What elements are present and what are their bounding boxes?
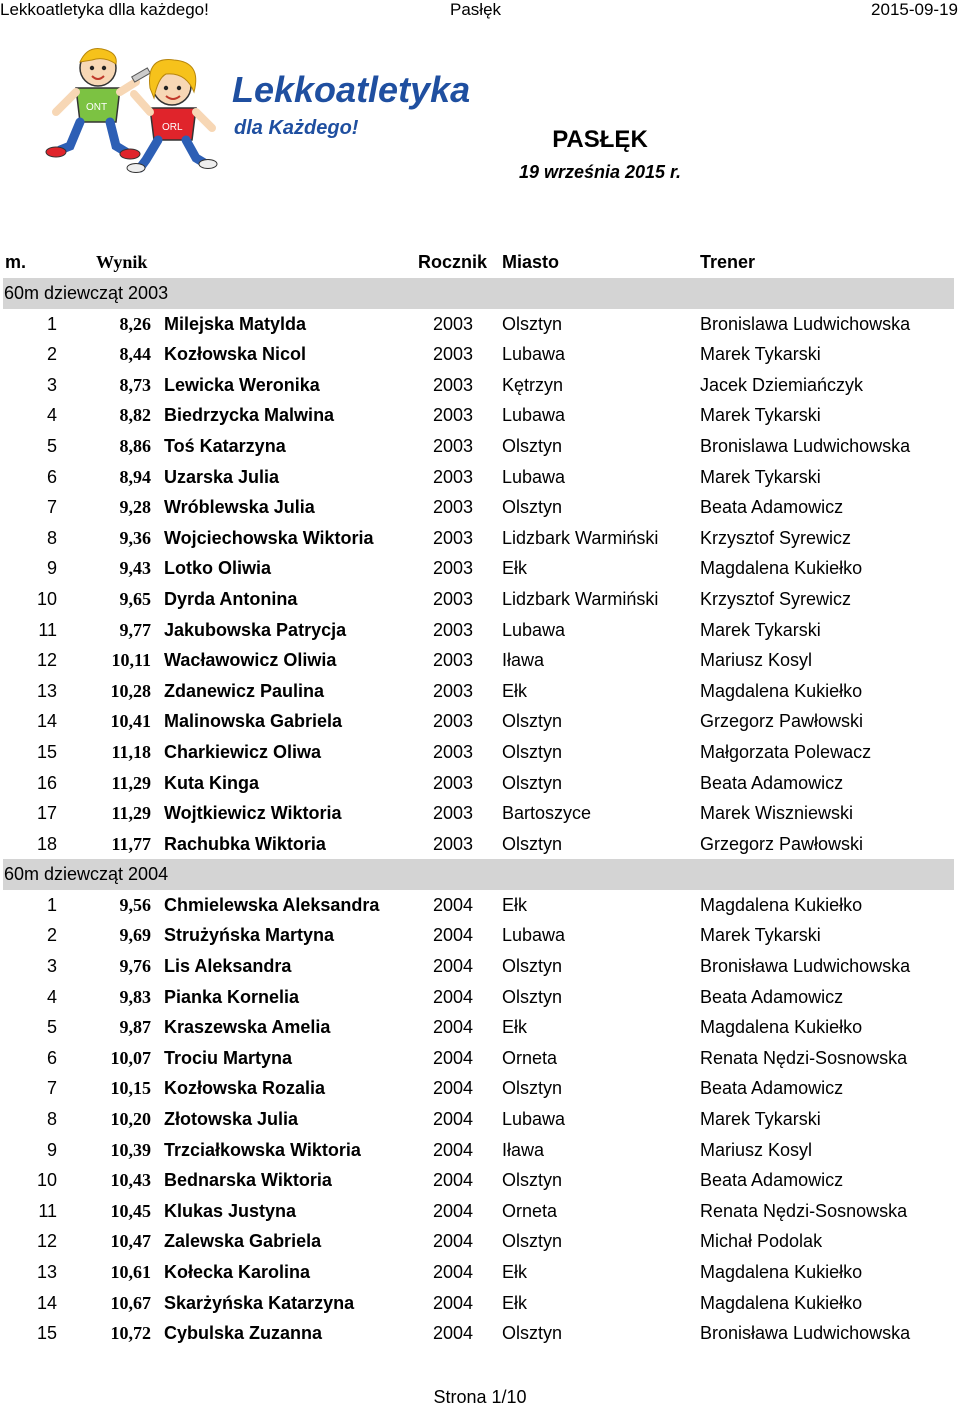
place-cell: 4 [46, 986, 57, 1007]
result-cell: 9,76 [119, 956, 151, 977]
result-cell: 8,86 [119, 435, 151, 456]
page-number: Strona 1/10 [433, 1387, 527, 1407]
birth-year-cell: 2004 [433, 1292, 474, 1313]
table-row [3, 798, 954, 829]
coach-cell: Bronislawa Ludwichowska [700, 313, 911, 334]
svg-text:ONT: ONT [86, 102, 108, 113]
coach-cell: Magdalena Kukiełko [700, 1262, 863, 1282]
athlete-name-cell: Trzciałkowska Wiktoria [164, 1139, 361, 1160]
athlete-name-cell: Kołecka Karolina [164, 1262, 311, 1282]
table-row [3, 829, 954, 860]
coach-cell: Beata Adamowicz [700, 497, 844, 518]
coach-cell: Małgorzata Polewacz [700, 741, 872, 762]
coach-cell: Jacek Dziemiańczyk [700, 374, 864, 395]
athlete-name-cell: Bednarska Wiktoria [164, 1170, 332, 1191]
result-cell: 10,28 [110, 680, 151, 701]
city-cell: Olsztyn [502, 497, 563, 518]
result-cell: 10,61 [110, 1262, 151, 1282]
event-date: 19 września 2015 r. [518, 162, 682, 182]
athlete-name-cell: Kozłowska Nicol [164, 344, 307, 365]
place-cell: 12 [36, 1231, 57, 1252]
birth-year-cell: 2003 [433, 619, 474, 640]
city-cell: Olsztyn [502, 711, 563, 732]
city-cell: Lidzbark Warmiński [502, 588, 659, 609]
birth-year-cell: 2004 [433, 1139, 474, 1160]
athlete-name-cell: Wacławowicz Oliwia [164, 650, 337, 671]
coach-cell: Beata Adamowicz [700, 986, 844, 1007]
city-cell: Olsztyn [502, 986, 563, 1007]
coach-cell: Marek Tykarski [700, 619, 821, 640]
table-row [3, 706, 954, 737]
coach-cell: Beata Adamowicz [700, 772, 844, 793]
result-cell: 10,43 [110, 1170, 151, 1191]
city-cell: Olsztyn [502, 741, 563, 762]
athlete-name-cell: Chmielewska Aleksandra [164, 894, 380, 915]
table-row [3, 1012, 954, 1043]
table-row [3, 1135, 954, 1166]
birth-year-cell: 2004 [433, 1109, 474, 1130]
athlete-name-cell: Trociu Martyna [164, 1047, 293, 1068]
result-cell: 10,67 [110, 1292, 151, 1313]
athlete-name-cell: Kuta Kinga [164, 772, 260, 793]
birth-year-cell: 2004 [433, 1200, 474, 1221]
place-cell: 10 [36, 588, 57, 609]
birth-year-cell: 2004 [433, 1047, 474, 1068]
birth-year-cell: 2004 [433, 925, 474, 946]
birth-year-cell: 2003 [433, 313, 474, 334]
city-cell: Olsztyn [502, 435, 563, 456]
result-cell: 10,72 [110, 1323, 151, 1344]
athlete-name-cell: Zdanewicz Paulina [164, 680, 325, 701]
place-cell: 15 [36, 1323, 57, 1344]
birth-year-cell: 2003 [433, 435, 474, 456]
table-row [3, 951, 954, 982]
table-row [3, 768, 954, 799]
birth-year-cell: 2004 [433, 956, 474, 977]
result-cell: 8,44 [119, 344, 151, 365]
section-header: 60m dziewcząt 2003 [3, 278, 954, 309]
city-cell: Lubawa [502, 344, 566, 365]
result-cell: 10,41 [110, 711, 151, 732]
coach-cell: Magdalena Kukiełko [700, 894, 863, 915]
column-header-coach: Trener [700, 252, 756, 272]
athlete-name-cell: Cybulska Zuzanna [164, 1323, 323, 1344]
coach-cell: Marek Tykarski [700, 925, 821, 946]
table-row [3, 1165, 954, 1196]
result-cell: 9,36 [119, 527, 151, 548]
athlete-name-cell: Uzarska Julia [164, 466, 280, 487]
table-row [3, 431, 954, 462]
city-cell: Iława [502, 650, 545, 671]
athlete-name-cell: Milejska Matylda [164, 313, 307, 334]
kids-running-logo-icon [36, 42, 506, 174]
city-cell: Olsztyn [502, 1323, 563, 1344]
athlete-name-cell: Biedrzycka Malwina [164, 405, 335, 426]
birth-year-cell: 2003 [433, 497, 474, 518]
coach-cell: Marek Tykarski [700, 344, 821, 365]
place-cell: 6 [46, 466, 57, 487]
place-cell: 14 [36, 1292, 57, 1313]
athlete-name-cell: Złotowska Julia [164, 1109, 299, 1130]
city-cell: Ełk [502, 894, 528, 915]
result-cell: 8,82 [119, 405, 151, 426]
result-cell: 9,56 [119, 894, 151, 915]
city-cell: Bartoszyce [502, 803, 592, 824]
birth-year-cell: 2004 [433, 986, 474, 1007]
place-cell: 16 [36, 772, 57, 793]
athlete-name-cell: Wróblewska Julia [164, 497, 315, 518]
city-cell: Olsztyn [502, 1170, 563, 1191]
result-cell: 11,77 [111, 833, 151, 854]
result-cell: 9,28 [119, 497, 151, 518]
table-row [3, 1226, 954, 1257]
page-title: PASŁĘK [552, 126, 648, 153]
city-cell: Ełk [502, 558, 528, 579]
city-cell: Orneta [502, 1047, 558, 1068]
table-row [3, 737, 954, 768]
place-cell: 11 [38, 619, 57, 640]
result-cell: 9,69 [119, 925, 151, 946]
coach-cell: Mariusz Kosyl [700, 650, 813, 671]
result-cell: 10,39 [110, 1139, 151, 1160]
table-row [3, 615, 954, 646]
table-row [3, 1257, 954, 1288]
coach-cell: Marek Tykarski [700, 1109, 821, 1130]
result-cell: 8,94 [119, 466, 151, 487]
header-left-text: Lekkoatletyka dlla każdego! [0, 0, 209, 19]
place-cell: 13 [36, 1262, 57, 1282]
city-cell: Olsztyn [502, 772, 563, 793]
svg-text:ORL: ORL [162, 122, 183, 133]
place-cell: 14 [36, 711, 57, 732]
column-header-position: m. [5, 252, 27, 272]
place-cell: 17 [36, 803, 57, 824]
birth-year-cell: 2004 [433, 1078, 474, 1099]
column-header-city: Miasto [502, 252, 560, 272]
city-cell: Ełk [502, 1292, 528, 1313]
birth-year-cell: 2004 [433, 1231, 474, 1252]
result-cell: 9,87 [119, 1017, 151, 1038]
table-row [3, 339, 954, 370]
table-row [3, 1288, 954, 1319]
table-row [3, 645, 954, 676]
result-cell: 10,20 [110, 1109, 151, 1130]
birth-year-cell: 2003 [433, 344, 474, 365]
city-cell: Olsztyn [502, 313, 563, 334]
place-cell: 12 [36, 650, 57, 671]
athlete-name-cell: Charkiewicz Oliwa [164, 741, 322, 762]
result-cell: 10,15 [110, 1078, 151, 1099]
athlete-name-cell: Kraszewska Amelia [164, 1017, 331, 1038]
athlete-name-cell: Lotko Oliwia [164, 558, 272, 579]
table-row [3, 492, 954, 523]
city-cell: Ełk [502, 1262, 528, 1282]
results-table [3, 278, 954, 1349]
birth-year-cell: 2003 [433, 527, 474, 548]
table-row [3, 309, 954, 340]
athlete-name-cell: Dyrda Antonina [164, 588, 298, 609]
city-cell: Ełk [502, 1017, 528, 1038]
city-cell: Lubawa [502, 925, 566, 946]
table-row [3, 676, 954, 707]
birth-year-cell: 2004 [433, 894, 474, 915]
birth-year-cell: 2003 [433, 588, 474, 609]
city-cell: Iława [502, 1139, 545, 1160]
city-cell: Lidzbark Warmiński [502, 527, 659, 548]
header-date: 2015-09-19 [871, 0, 958, 19]
result-cell: 9,65 [119, 588, 151, 609]
column-header-year: Rocznik [418, 252, 488, 272]
table-row [3, 462, 954, 493]
athlete-name-cell: Strużyńska Martyna [164, 925, 335, 946]
coach-cell: Mariusz Kosyl [700, 1139, 813, 1160]
birth-year-cell: 2003 [433, 405, 474, 426]
coach-cell: Marek Tykarski [700, 405, 821, 426]
birth-year-cell: 2004 [433, 1017, 474, 1038]
place-cell: 9 [46, 558, 57, 579]
section-header: 60m dziewcząt 2004 [3, 859, 954, 890]
table-row [3, 920, 954, 951]
column-header-result: Wynik [96, 252, 148, 272]
place-cell: 13 [36, 680, 57, 701]
city-cell: Olsztyn [502, 833, 563, 854]
birth-year-cell: 2004 [433, 1323, 474, 1344]
result-cell: 9,77 [119, 619, 151, 640]
athlete-name-cell: Kozłowska Rozalia [164, 1078, 326, 1099]
place-cell: 3 [46, 956, 57, 977]
athlete-name-cell: Pianka Kornelia [164, 986, 300, 1007]
coach-cell: Magdalena Kukiełko [700, 1017, 863, 1038]
place-cell: 3 [46, 374, 57, 395]
coach-cell: Krzysztof Syrewicz [700, 527, 852, 548]
city-cell: Lubawa [502, 1109, 566, 1130]
place-cell: 1 [46, 313, 57, 334]
place-cell: 2 [46, 925, 57, 946]
result-cell: 11,18 [111, 741, 151, 762]
result-cell: 11,29 [111, 772, 151, 793]
place-cell: 1 [46, 894, 57, 915]
birth-year-cell: 2003 [433, 680, 474, 701]
birth-year-cell: 2003 [433, 741, 474, 762]
place-cell: 15 [36, 741, 57, 762]
table-row [3, 400, 954, 431]
athlete-name-cell: Wojciechowska Wiktoria [164, 527, 374, 548]
result-cell: 9,83 [119, 986, 151, 1007]
coach-cell: Bronislawa Ludwichowska [700, 435, 911, 456]
birth-year-cell: 2003 [433, 772, 474, 793]
city-cell: Olsztyn [502, 956, 563, 977]
birth-year-cell: 2003 [433, 558, 474, 579]
place-cell: 2 [46, 344, 57, 365]
city-cell: Lubawa [502, 619, 566, 640]
birth-year-cell: 2003 [433, 374, 474, 395]
place-cell: 7 [46, 497, 57, 518]
svg-text:Lekkoatletyka: Lekkoatletyka [232, 69, 471, 110]
table-row [3, 370, 954, 401]
place-cell: 11 [38, 1200, 57, 1221]
city-cell: Lubawa [502, 466, 566, 487]
coach-cell: Magdalena Kukiełko [700, 1292, 863, 1313]
city-cell: Kętrzyn [502, 374, 564, 395]
athlete-name-cell: Wojtkiewicz Wiktoria [164, 803, 342, 824]
table-row [3, 1043, 954, 1074]
table-row [3, 553, 954, 584]
coach-cell: Bronisława Ludwichowska [700, 956, 911, 977]
athlete-name-cell: Lewicka Weronika [164, 374, 320, 395]
birth-year-cell: 2003 [433, 711, 474, 732]
coach-cell: Krzysztof Syrewicz [700, 588, 852, 609]
coach-cell: Renata Nędzi-Sosnowska [700, 1047, 908, 1068]
coach-cell: Michał Podolak [700, 1231, 823, 1252]
birth-year-cell: 2003 [433, 650, 474, 671]
place-cell: 5 [46, 1017, 57, 1038]
city-cell: Orneta [502, 1200, 558, 1221]
place-cell: 6 [46, 1047, 57, 1068]
coach-cell: Beata Adamowicz [700, 1170, 844, 1191]
place-cell: 8 [46, 1109, 57, 1130]
table-row [3, 1073, 954, 1104]
athlete-name-cell: Lis Aleksandra [164, 956, 292, 977]
city-cell: Olsztyn [502, 1078, 563, 1099]
coach-cell: Marek Tykarski [700, 466, 821, 487]
coach-cell: Renata Nędzi-Sosnowska [700, 1200, 908, 1221]
result-cell: 10,45 [110, 1200, 151, 1221]
coach-cell: Marek Wiszniewski [700, 803, 854, 824]
svg-text:dla Każdego!: dla Każdego! [234, 117, 359, 139]
coach-cell: Bronisława Ludwichowska [700, 1323, 911, 1344]
table-row [3, 1318, 954, 1349]
athlete-name-cell: Zalewska Gabriela [164, 1231, 322, 1252]
birth-year-cell: 2003 [433, 466, 474, 487]
coach-cell: Magdalena Kukiełko [700, 680, 863, 701]
birth-year-cell: 2003 [433, 803, 474, 824]
result-cell: 8,26 [119, 313, 151, 334]
athlete-name-cell: Skarżyńska Katarzyna [164, 1292, 355, 1313]
result-cell: 8,73 [119, 374, 151, 395]
result-cell: 9,43 [119, 558, 151, 579]
result-cell: 10,07 [110, 1047, 151, 1068]
result-cell: 10,47 [110, 1231, 151, 1252]
city-cell: Lubawa [502, 405, 566, 426]
place-cell: 8 [46, 527, 57, 548]
result-cell: 11,29 [111, 803, 151, 824]
table-row [3, 982, 954, 1013]
table-row [3, 1104, 954, 1135]
athlete-name-cell: Jakubowska Patrycja [164, 619, 347, 640]
coach-cell: Beata Adamowicz [700, 1078, 844, 1099]
place-cell: 10 [36, 1170, 57, 1191]
place-cell: 5 [46, 435, 57, 456]
athlete-name-cell: Klukas Justyna [164, 1200, 297, 1221]
table-row [3, 1196, 954, 1227]
coach-cell: Magdalena Kukiełko [700, 558, 863, 579]
birth-year-cell: 2003 [433, 833, 474, 854]
event-logo [36, 42, 506, 174]
athlete-name-cell: Malinowska Gabriela [164, 711, 343, 732]
birth-year-cell: 2004 [433, 1170, 474, 1191]
table-row [3, 523, 954, 554]
birth-year-cell: 2004 [433, 1262, 474, 1282]
table-row [3, 584, 954, 615]
table-row [3, 890, 954, 921]
coach-cell: Grzegorz Pawłowski [700, 711, 864, 732]
athlete-name-cell: Toś Katarzyna [164, 435, 286, 456]
header-center-text: Pasłęk [450, 0, 502, 19]
city-cell: Olsztyn [502, 1231, 563, 1252]
place-cell: 7 [46, 1078, 57, 1099]
place-cell: 18 [36, 833, 57, 854]
result-cell: 10,11 [111, 650, 151, 671]
city-cell: Ełk [502, 680, 528, 701]
athlete-name-cell: Rachubka Wiktoria [164, 833, 326, 854]
place-cell: 9 [46, 1139, 57, 1160]
place-cell: 4 [46, 405, 57, 426]
coach-cell: Grzegorz Pawłowski [700, 833, 864, 854]
